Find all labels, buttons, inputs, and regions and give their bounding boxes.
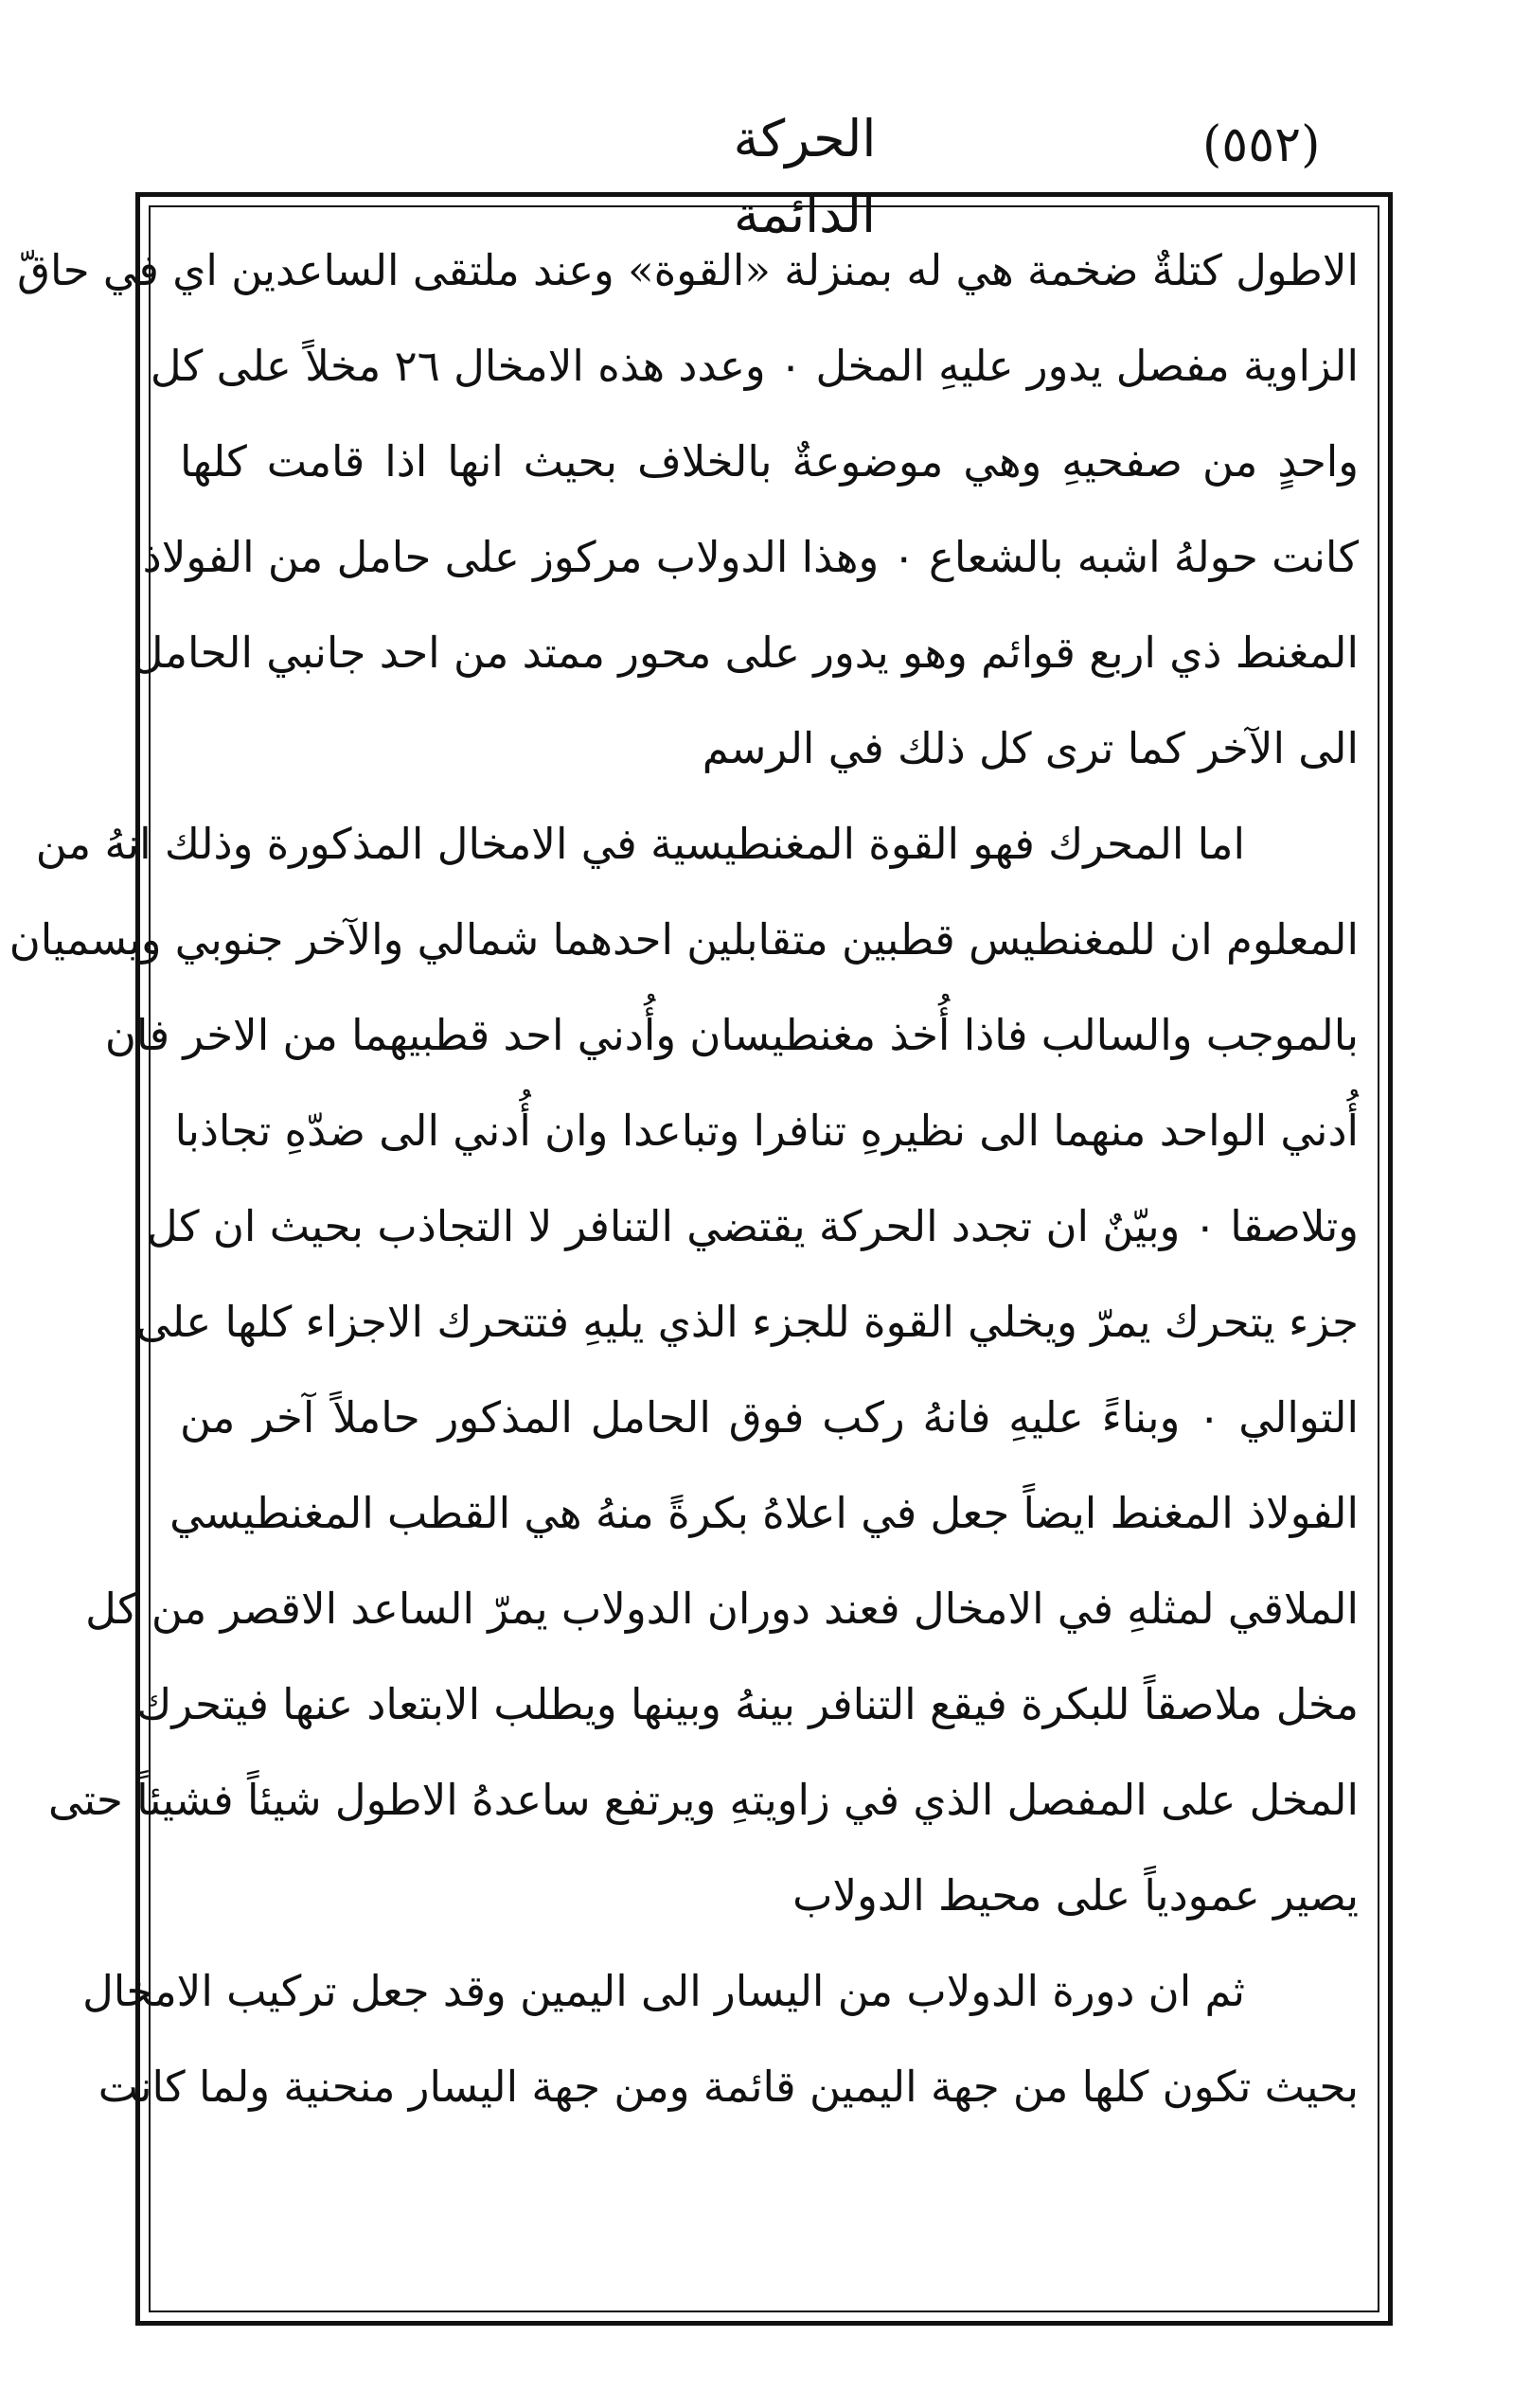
- text-line: المخل على المفصل الذي في زاويتهِ ويرتفع ساعدهُ الاطول شيئاً فشيئاً حتى: [47, 1775, 1359, 1825]
- text-line: الى الآخر كما ترى كل ذلك في الرسم: [702, 723, 1359, 773]
- text-line: أُدني الواحد منهما الى نظيرهِ تنافرا وتباعدا وان أُدني الى ضدّهِ تجاذبا: [174, 1106, 1359, 1156]
- text-line: يصير عمودياً على محيط الدولاب: [792, 1870, 1359, 1921]
- page-header: [180, 90, 1363, 244]
- text-line: كانت حولهُ اشبه بالشعاع ٠ وهذا الدولاب مركوز على حامل من الفولاذ: [142, 532, 1359, 582]
- text-line: جزء يتحرك يمرّ ويخلي القوة للجزء الذي يليهِ فتتحرك الاجزاء كلها على: [135, 1297, 1359, 1347]
- text-line: ثم ان دورة الدولاب من اليسار الى اليمين وقد جعل تركيب الامخال: [82, 1966, 1245, 2016]
- text-line: الزاوية مفصل يدور عليهِ المخل ٠ وعدد هذه الامخال ٢٦ مخلاً على كل: [150, 341, 1359, 391]
- paragraph-1: [17, 222, 1359, 796]
- text-line: الفولاذ المغنط ايضاً جعل في اعلاهُ بكرةً منهُ هي القطب المغنطيسي: [169, 1488, 1359, 1538]
- text-line: واحدٍ من صفحيهِ وهي موضوعةٌ بالخلاف بحيث انها اذا قامت كلها: [180, 436, 1359, 487]
- text-line: التوالي ٠ وبناءً عليهِ فانهُ ركب فوق الحامل المذكور حاملاً آخر من: [180, 1392, 1359, 1443]
- text-line: بالموجب والسالب فاذا أُخذ مغنطيسان وأُدني احد قطبيهما من الاخر فان: [104, 1010, 1359, 1060]
- text-line: الملاقي لمثلهِ في الامخال فعند دوران الدولاب يمرّ الساعد الاقصر من كل: [85, 1584, 1359, 1634]
- text-line: وتلاصقا ٠ وبيّنٌ ان تجدد الحركة يقتضي التنافر لا التجاذب بحيث ان كل: [147, 1201, 1359, 1251]
- paragraph-2: [9, 796, 1359, 1943]
- text-line: الاطول كتلةٌ ضخمة هي له بمنزلة «القوة» وعند ملتقى الساعدين اي في حاقّ: [17, 245, 1359, 295]
- text-line: بحيث تكون كلها من جهة اليمين قائمة ومن جهة اليسار منحنية ولما كانت: [98, 2062, 1359, 2112]
- page-title: الحركة الدائمة: [733, 109, 877, 244]
- text-line: المغنط ذي اربع قوائم وهو يدور على محور ممتد من احد جانبي الحامل: [132, 628, 1359, 678]
- page-number: (٥٥٢): [1202, 116, 1321, 173]
- body-text: [9, 222, 1359, 2300]
- text-line: المعلوم ان للمغنطيس قطبين متقابلين احدهما شمالي والآخر جنوبي ويسميان: [9, 914, 1359, 965]
- paragraph-3: [82, 1943, 1359, 2134]
- text-line: مخل ملاصقاً للبكرة فيقع التنافر بينهُ وبينها ويطلب الابتعاد عنها فيتحرك: [136, 1679, 1359, 1729]
- text-line: اما المحرك فهو القوة المغنطيسية في الامخال المذكورة وذلك انهُ من: [35, 819, 1245, 869]
